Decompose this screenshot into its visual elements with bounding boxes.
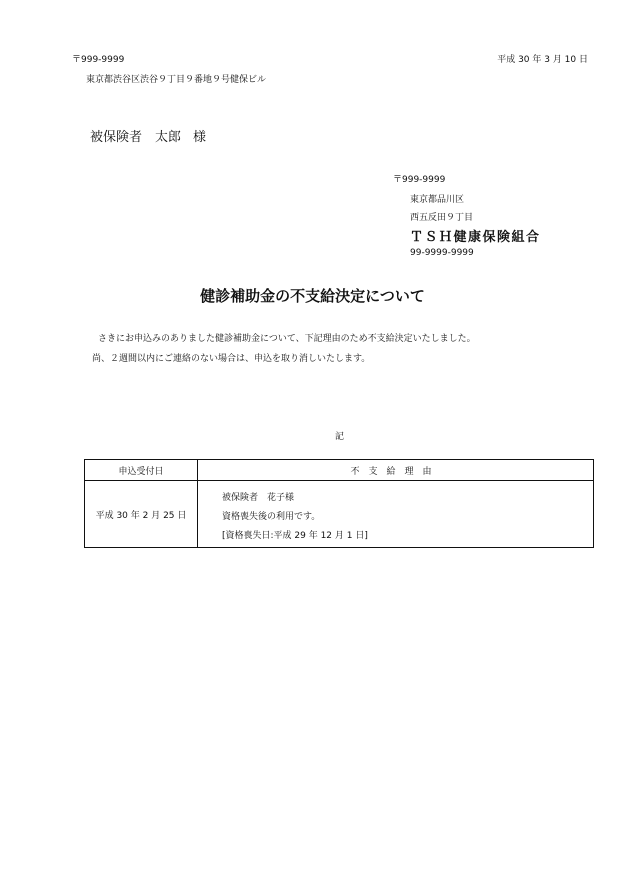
recipient-address: 東京都渋谷区渋谷９丁目９番地９号健保ビル [86, 75, 267, 85]
reason-detail-cell [198, 481, 594, 548]
document-title: 健診補助金の不支給決定について [200, 287, 425, 305]
header-application-date: 申込受付日 [85, 460, 198, 481]
table-row [85, 481, 594, 548]
reason-detail-line2: 資格喪失後の利用です。 [222, 512, 321, 522]
body-text-line1: さきにお申込みのありました健診補助金について、下記理由のため不支給決定いたしました。 [98, 334, 476, 344]
sender-organization: ＴＳＨ健康保険組合 [410, 230, 541, 245]
sender-address-line2: 西五反田９丁目 [410, 213, 474, 223]
header-reason [198, 460, 594, 481]
header-reason-label: 不支給理由 [350, 466, 441, 477]
table-header-row [85, 460, 594, 481]
sender-postal-code: 〒999-9999 [393, 175, 446, 185]
issue-date: 平成 30 年 3 月 10 日 [497, 55, 588, 65]
recipient-name-line [90, 126, 206, 145]
sender-phone: 99-9999-9999 [410, 248, 474, 258]
honorific-suffix: 様 [193, 130, 207, 145]
reason-table [84, 459, 594, 548]
body-text-line2: 尚、２週間以内にご連絡のない場合は、申込を取り消しいたします。 [92, 354, 371, 364]
ki-label: 記 [335, 432, 345, 442]
recipient-postal-code: 〒999-9999 [72, 55, 125, 65]
application-date-cell: 平成 30 年 2 月 25 日 [85, 481, 198, 548]
recipient-name: 被保険者 太郎 [90, 130, 182, 145]
sender-address-line1: 東京都品川区 [410, 195, 465, 205]
reason-detail-line1: 被保険者 花子様 [222, 493, 295, 503]
reason-detail-line3: [資格喪失日:平成 29 年 12 月 1 日] [222, 531, 368, 541]
